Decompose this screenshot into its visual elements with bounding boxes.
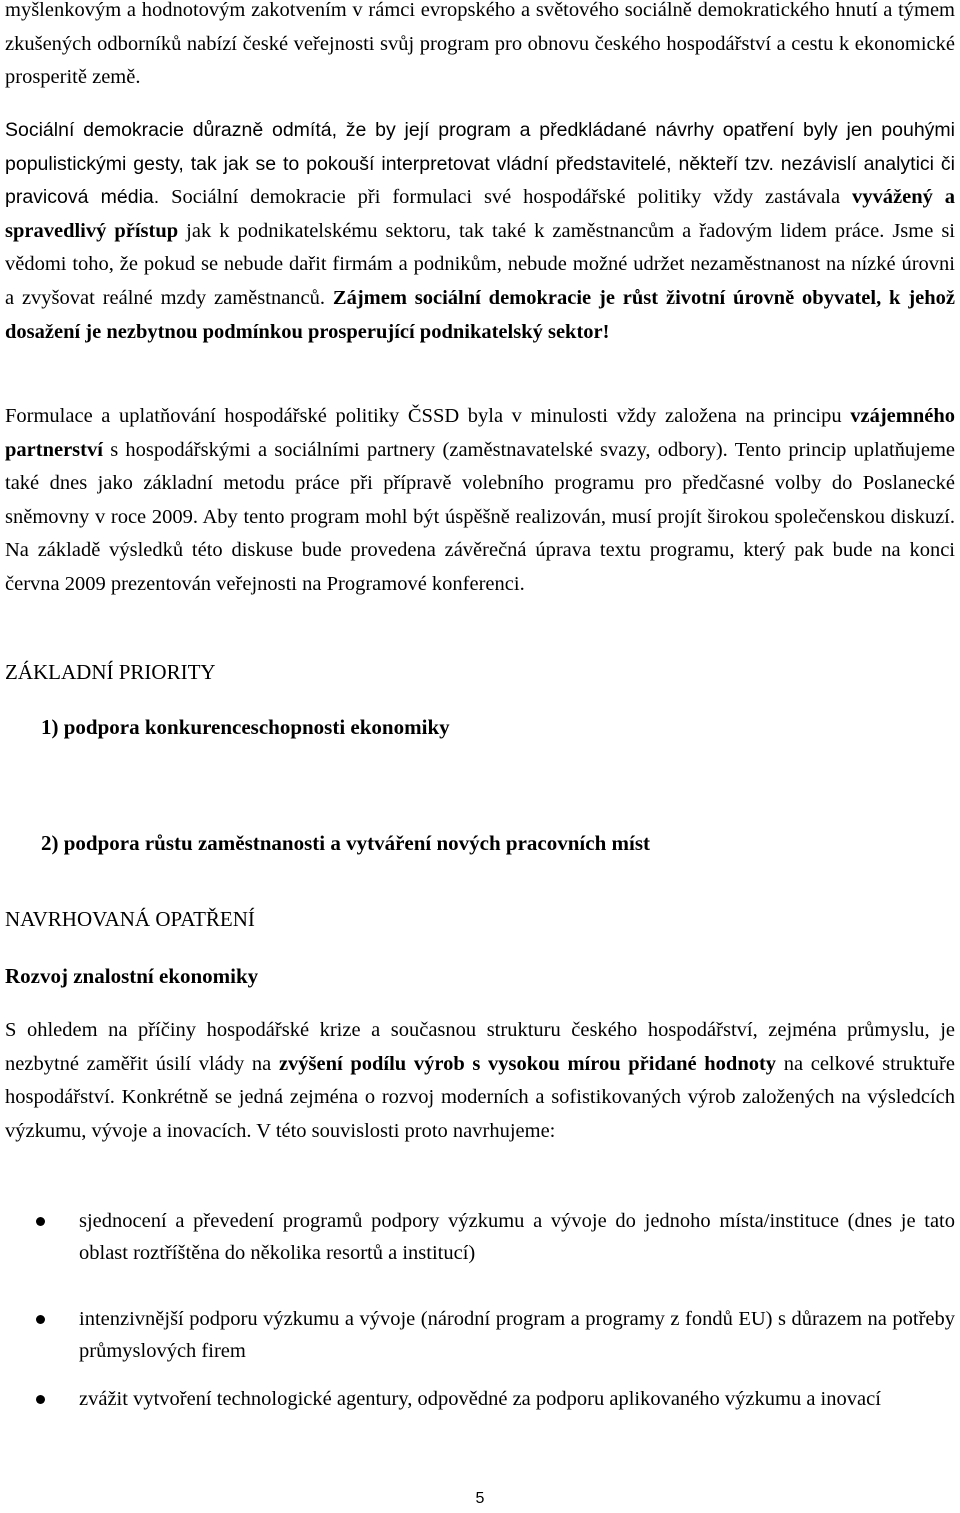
- text-part: na celkové struktuře hospodářství. Konkrétně se jedná zejména o rozvoj moderních a sofistikovaných výrob založených na výsledcích výzkumu, vývoje a inovacích. V této souvislosti proto navrhujeme:: [5, 1052, 955, 1142]
- subheading-knowledge-economy: Rozvoj znalostní ekonomiky: [5, 964, 259, 988]
- heading-priorities: ZÁKLADNÍ PRIORITY: [5, 660, 216, 684]
- text-part: Formulace a uplatňování hospodářské politiky ČSSD byla v minulosti vždy založena na principu: [5, 405, 851, 427]
- list-item-text: sjednocení a převedení programů podpory výzkumu a vývoje do jednoho místa/instituce (dnes je tato oblast roztříštěna do několika resortů a institucí): [79, 1210, 955, 1264]
- paragraph-social-democracy: [5, 114, 955, 349]
- emphasis-value-added: zvýšení podílu výrob s vysokou mírou přidané hodnoty: [278, 1052, 777, 1075]
- sentence-firms: Jsme si vědomi toho, že pokud se nebude dařit firmám a podnikům, nebude možné udržet nezaměstnanost na nízké úrovni a zvyšovat reálné mzdy zaměstnanců.: [5, 219, 955, 309]
- list-item-text: intenzivnější podporu výzkumu a vývoje (národní program a programy z fondů EU) s důrazem na potřeby průmyslových firem: [79, 1308, 955, 1362]
- line-1: myšlenkovým a hodnotovým zakotvením v rámci evropského a světového sociálně: [5, 0, 698, 21]
- line-3: obnovu českého hospodářství a cestu k ekonomické prosperitě země.: [5, 32, 955, 89]
- priority-item-2: 2) podpora růstu zaměstnanosti a vytváření nových pracovních míst: [41, 831, 651, 855]
- bullet-icon: [36, 1395, 45, 1404]
- bullet-icon: [36, 1217, 45, 1226]
- line-2: demokratického hnutí a týmem zkušených odborníků nabízí české veřejnosti svůj program pro: [5, 0, 956, 55]
- text-part: S ohledem na příčiny hospodářské krize a současnou strukturu českého hospodářství, zejména průmyslu, je nezbytné zaměřit úsilí vlády na: [5, 1019, 955, 1075]
- bullet-icon: [36, 1315, 45, 1324]
- paragraph-intro-end: [5, 0, 955, 95]
- text-part: Sociální demokracie při formulaci své hospodářské politiky vždy zastávala: [159, 186, 852, 209]
- text-part: s hospodářskými a sociálními partnery (zaměstnavatelské svazy, odbory). Tento princip uplatňujeme také dnes jako základní metodu práce při přípravě volebního programu pro předčasné volby do Poslanecké sněmovny v roce 2009. Aby tento program mohl být úspěšně realizován, musí projít širokou společenskou diskuzí. Na základě výsledků této diskuse bude provedena závěrečná úprava textu programu, který pak bude na konci června 2009 prezentován veřejnosti na Programové konferenci.: [5, 438, 955, 595]
- emphasis-partnership: vzájemného partnerství: [5, 405, 955, 461]
- paragraph-knowledge-economy: [5, 1014, 955, 1148]
- text-part: jak k podnikatelskému sektoru, tak také k zaměstnancům a řadovým lidem práce.: [178, 219, 885, 242]
- sentence-rejects-populism: Sociální demokracie důrazně odmítá, že by její program a předkládané návrhy opatření byly jen pouhými populistickými gesty, tak jak se to pokouší interpretovat vládní představitelé, někteří tzv. nezávislí analytici či pravicová média.: [5, 119, 955, 209]
- heading-measures: NAVRHOVANÁ OPATŘENÍ: [5, 907, 255, 931]
- paragraph-partnership: [5, 400, 955, 602]
- emphasis-balanced: vyvážený a spravedlivý přístup: [5, 186, 955, 242]
- emphasis-living-standard: Zájmem sociální demokracie je růst životní úrovně obyvatel, k jehož dosažení je nezbytnou podmínkou prosperující podnikatelský sektor!: [5, 286, 955, 343]
- page-number: 5: [475, 1490, 485, 1507]
- priority-item-1: 1) podpora konkurenceschopnosti ekonomiky: [41, 715, 450, 739]
- list-item-text: zvážit vytvoření technologické agentury, odpovědné za podporu aplikovaného výzkumu a inovací: [79, 1388, 881, 1410]
